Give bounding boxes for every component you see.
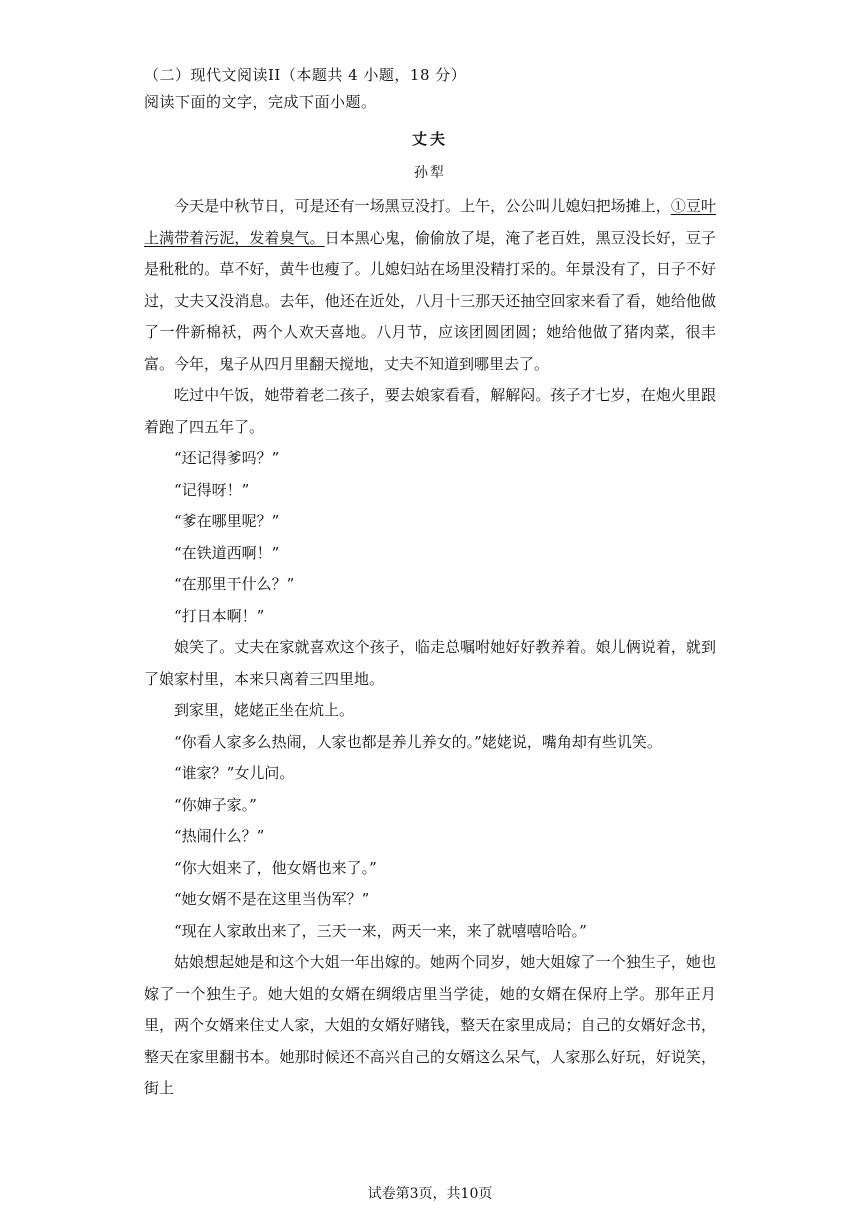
page-footer: 试卷第3页，共10页 [367,1186,493,1202]
dialogue-line: “你大姐来了，他女婿也来了。” [174,858,377,877]
dialogue-line: “现在人家敢出来了，三天一来，两天一来，来了就嘻嘻哈哈。” [174,921,587,940]
article-title: 丈夫 [411,130,448,148]
paragraph-5: 姑娘想起她是和这个大姐一年出嫁的。她两个同岁，她大姐嫁了一个独生子，她也嫁了一个独生子。她大姐的女婿在绸缎店里当学徒，她的女婿在保府上学。那年正月里，两个女婿来住丈人家，大姐的女婿好赌钱，整天在家里成局；自己的女婿好念书，整天在家里翻书本。她那时候还不高兴自己的女婿这么呆气，人家那么好玩，好说笑，街上 [144,953,716,1097]
dialogue-line: “打日本啊！” [174,606,265,625]
underlined-sentence-1: ①豆叶上满带着污泥，发着臭气。 [144,197,716,247]
paragraph-1 [144,191,716,380]
section-header: （二）现代文阅读II（本题共 4 小题，18 分） [144,66,467,84]
paragraph-3: 娘笑了。丈夫在家就喜欢这个孩子，临走总嘱咐她好好教养着。娘儿俩说着，就到了娘家村里，本来只离着三四里地。 [144,638,716,688]
dialogue-line: “还记得爹吗？” [174,449,280,467]
paragraph-4: 到家里，姥姥正坐在炕上。 [174,701,355,719]
dialogue-line: “热闹什么？” [174,827,265,845]
reading-instruction: 阅读下面的文字，完成下面小题。 [144,93,377,111]
dialogue-line: “爹在哪里呢？” [174,512,280,530]
paragraph-2: 吃过中午饭，她带着老二孩子，要去娘家看看，解解闷。孩子才七岁，在炮火里跟着跑了四五年了。 [144,386,716,436]
paragraph-1-rest: 日本黑心鬼，偷偷放了堤，淹了老百姓，黑豆没长好，豆子是秕秕的。草不好，黄牛也瘦了。儿媳妇站在场里没精打采的。年景没有了，日子不好过，丈夫又没消息。去年，他还在近处，八月十三那天还抽空回家来看了看，她给他做了一件新棉袄，两个人欢天喜地。八月节，应该团圆团圆；她给他做了猪肉菜，很丰富。今年，鬼子从四月里翻天搅地，丈夫不知道到哪里去了。 [144,228,716,373]
paragraph-1-start: 今天是中秋节日，可是还有一场黑豆没打。上午，公公叫儿媳妇把场摊上， [174,197,671,215]
dialogue-line: “在铁道西啊！” [174,543,280,562]
dialogue-line: “你看人家多么热闹，人家也都是养儿养女的。”姥姥说，嘴角却有些讥笑。 [174,732,662,751]
dialogue-line: “记得呀！” [174,480,250,499]
dialogue-line: “在那里干什么？” [174,575,295,593]
dialogue-line: “她女婿不是在这里当伪军？” [174,890,370,908]
article-author: 孙犁 [414,165,446,181]
dialogue-line: “你婶子家。” [174,795,257,814]
article-body [144,191,716,1105]
dialogue-line: “谁家？”女儿问。 [174,764,295,782]
